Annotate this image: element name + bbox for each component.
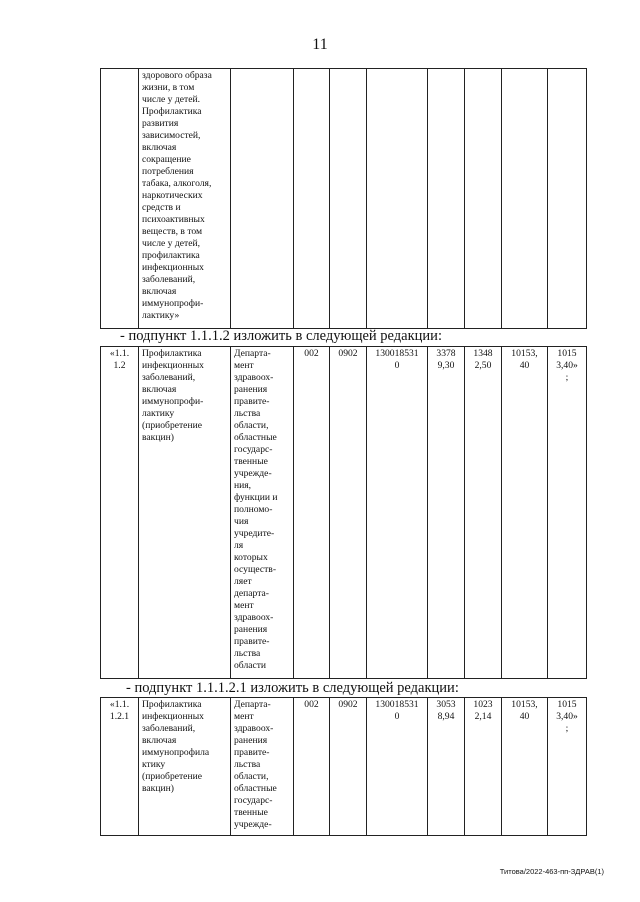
cell-code3: 130018531 0 [367,698,428,836]
table-item-1-1-1-2 [100,346,587,679]
table-row [101,347,587,679]
cell-num: «1.1. 1.2 [101,347,139,679]
table-item-1-1-1-2-1 [100,697,587,836]
cell-code2: 0902 [330,698,367,836]
cell-v2: 1023 2,14 [465,698,502,836]
cell-v1: 3053 8,94 [428,698,465,836]
cell-v2 [465,69,502,329]
cell-v3: 10153, 40 [502,347,548,679]
cell-code1: 002 [294,347,330,679]
cell-v4: 1015 3,40» ; [548,698,587,836]
cell-code1 [294,69,330,329]
cell-name: Профилактика инфекционных заболеваний, включая иммунопрофи- лактику (приобретение вакцин) [139,347,231,679]
section-heading-1: - подпункт 1.1.1.2 изложить в следующей редакции: [120,328,442,344]
cell-code1: 002 [294,698,330,836]
cell-v3 [502,69,548,329]
cell-v4 [548,69,587,329]
cell-dept [231,69,294,329]
cell-code2 [330,69,367,329]
cell-name: здорового образа жизни, в том числе у детей. Профилактика развития зависимостей, включая сокращение потребления табака, алкоголя, наркотических средств и психоактивных веществ, в том числе у детей, профилактика инфекционных заболеваний, включая иммунопрофи- лактику» [139,69,231,329]
cell-num [101,69,139,329]
table-continuation [100,68,587,329]
cell-v2: 1348 2,50 [465,347,502,679]
cell-code3 [367,69,428,329]
cell-v1 [428,69,465,329]
cell-code2: 0902 [330,347,367,679]
table-row [101,698,587,836]
cell-v4: 1015 3,40» ; [548,347,587,679]
cell-code3: 130018531 0 [367,347,428,679]
cell-v3: 10153, 40 [502,698,548,836]
document-footer: Титова/2022-463-пп-ЗДРАВ(1) [499,867,604,876]
section-heading-2: - подпункт 1.1.1.2.1 изложить в следующей редакции: [126,680,459,696]
cell-num: «1.1. 1.2.1 [101,698,139,836]
page-number: 11 [312,36,328,53]
table-row [101,69,587,329]
cell-dept: Департа- мент здравоох- ранения правите- льства области, областные государс- твенные учрежде- [231,698,294,836]
cell-v1: 3378 9,30 [428,347,465,679]
cell-name: Профилактика инфекционных заболеваний, включая иммунопрофила ктику (приобретение вакцин) [139,698,231,836]
cell-dept: Департа- мент здравоох- ранения правите- льства области, областные государс- твенные учрежде- ния, функции и полномо- чия учредите- ля которых осуществ- ляет департа- мент здравоох- ранения правите- льства области [231,347,294,679]
